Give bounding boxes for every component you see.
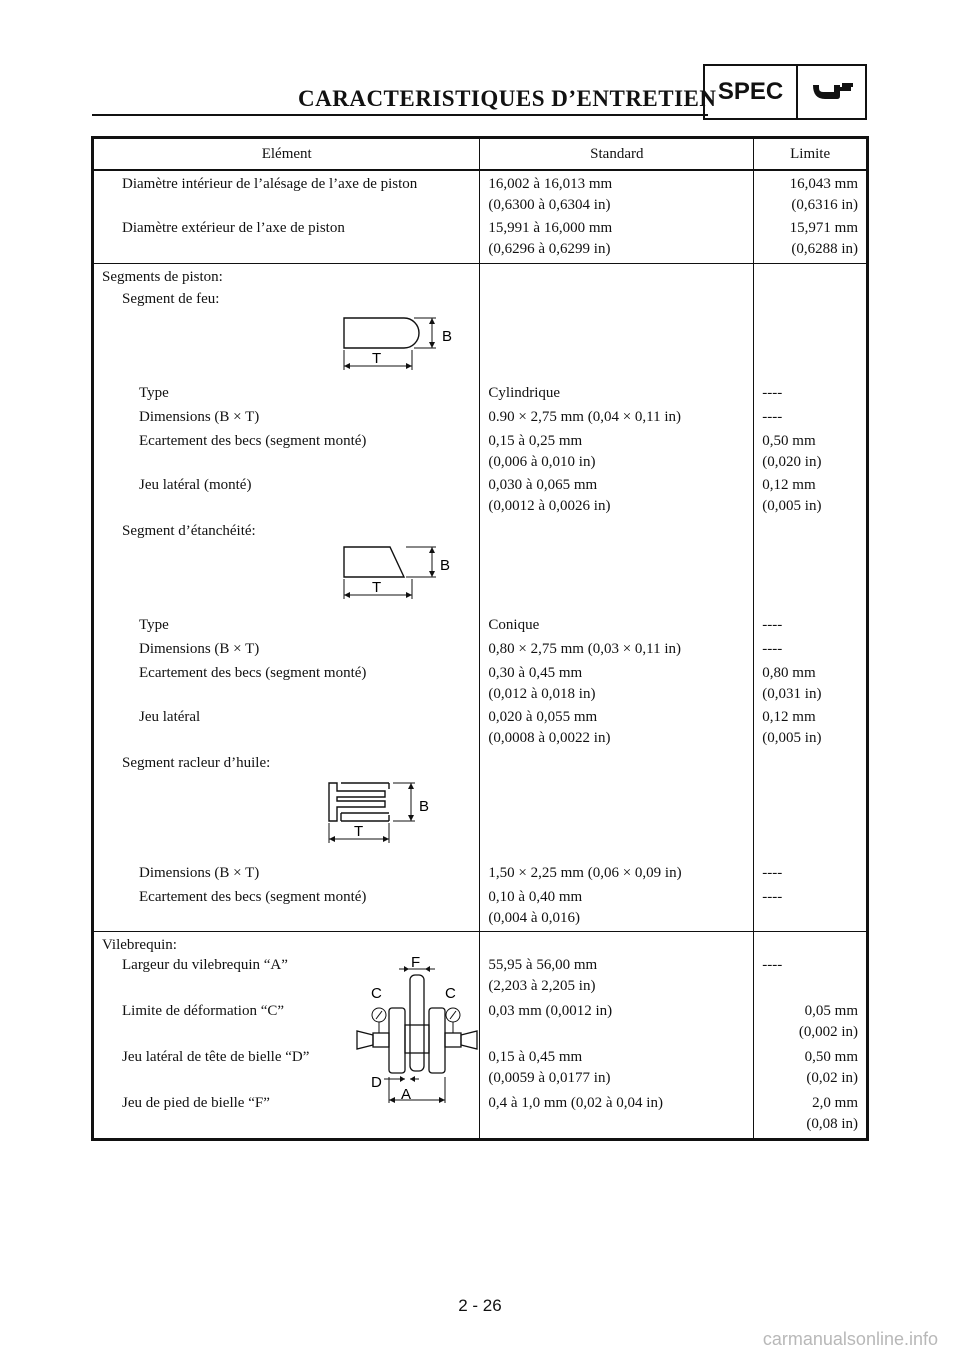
subsection-row xyxy=(93,519,868,615)
limit-cell xyxy=(754,1001,868,1047)
diagram-label-f: F xyxy=(411,954,421,971)
item-cell: Type xyxy=(93,615,480,639)
table-row xyxy=(93,218,868,263)
wrench-icon xyxy=(798,66,865,118)
table-row xyxy=(93,615,868,639)
top-ring-cell xyxy=(93,287,480,383)
limit-line: 0,05 mm xyxy=(804,1003,858,1019)
limit-cell: ---- xyxy=(754,615,868,639)
standard-cell xyxy=(480,955,754,1001)
item-cell: Dimensions (B × T) xyxy=(93,639,480,663)
item-cell: Ecartement des becs (segment monté) xyxy=(93,431,480,475)
item-cell: Diamètre extérieur de l’axe de piston xyxy=(93,218,480,263)
limit-cell xyxy=(754,1093,868,1139)
item-cell: Diamètre intérieur de l’alésage de l’axe de piston xyxy=(93,170,480,218)
subsection-label: Segment d’étanchéité: xyxy=(122,523,256,539)
standard-line: (0,6296 à 0,6299 in) xyxy=(488,240,611,257)
table-row xyxy=(93,863,868,887)
diagram-label-t: T xyxy=(372,579,382,596)
column-header-limit: Limite xyxy=(754,138,868,171)
standard-line: 0,030 à 0,065 mm xyxy=(488,477,598,493)
item-cell: Dimensions (B × T) xyxy=(93,407,480,431)
diagram-label-t: T xyxy=(354,823,364,840)
second-ring-cell xyxy=(93,519,480,615)
limit-line: (0,005 in) xyxy=(762,729,822,746)
crankshaft-diagram xyxy=(349,953,484,1103)
header-divider xyxy=(92,114,708,116)
limit-cell xyxy=(754,170,868,218)
oil-ring-cell xyxy=(93,751,480,863)
limit-line: 16,043 mm xyxy=(789,176,858,192)
item-cell: Jeu de pied de bielle “F” xyxy=(93,1093,480,1139)
limit-line: 0,80 mm xyxy=(762,665,816,681)
subsection-label: Segment racleur d’huile: xyxy=(122,755,271,771)
item-cell: Jeu latéral (monté) xyxy=(93,475,480,519)
table-row xyxy=(93,639,868,663)
standard-line: 0,30 à 0,45 mm xyxy=(488,665,583,681)
item-label: Largeur du vilebrequin “A” xyxy=(122,957,288,973)
limit-line: (0,6288 in) xyxy=(791,240,858,257)
standard-line: (0,012 à 0,018 in) xyxy=(488,685,596,702)
standard-cell xyxy=(480,431,754,475)
diagram-label-b: B xyxy=(442,328,453,345)
limit-line: 0,12 mm xyxy=(762,477,816,493)
table-row xyxy=(93,707,868,751)
standard-cell xyxy=(480,663,754,707)
section-row xyxy=(93,263,868,287)
standard-line: (0,0059 à 0,0177 in) xyxy=(488,1069,611,1086)
standard-line: 16,002 à 16,013 mm xyxy=(488,176,613,192)
standard-cell: 0,80 × 2,75 mm (0,03 × 0,11 in) xyxy=(480,639,754,663)
standard-cell: 0,4 à 1,0 mm (0,02 à 0,04 in) xyxy=(480,1093,754,1139)
item-cell: Ecartement des becs (segment monté) xyxy=(93,887,480,931)
section-heading: Segments de piston: xyxy=(93,263,480,287)
limit-line: 15,971 mm xyxy=(789,220,858,236)
limit-cell: ---- xyxy=(754,639,868,663)
table-row xyxy=(93,663,868,707)
standard-cell xyxy=(480,707,754,751)
limit-line: (0,002 in) xyxy=(798,1023,858,1040)
table-row xyxy=(93,887,868,931)
item-cell: Jeu latéral de tête de bielle “D” xyxy=(93,1047,480,1093)
limit-line: 0,12 mm xyxy=(762,709,816,725)
item-cell: Limite de déformation “C” xyxy=(93,1001,480,1047)
limit-cell: ---- xyxy=(754,863,868,887)
limit-cell: ---- xyxy=(754,955,868,1001)
limit-line: (0,6316 in) xyxy=(791,196,858,213)
standard-line: (0,0008 à 0,0022 in) xyxy=(488,729,611,746)
column-header-element: Elément xyxy=(93,138,480,171)
standard-cell xyxy=(480,218,754,263)
limit-line: 0,50 mm xyxy=(804,1049,858,1065)
standard-line: 0,15 à 0,25 mm xyxy=(488,433,583,449)
standard-line: 55,95 à 56,00 mm xyxy=(488,957,598,973)
diagram-label-c: C xyxy=(371,985,382,1002)
page-number: 2 - 26 xyxy=(458,1296,502,1315)
table-row xyxy=(93,170,868,218)
table-row xyxy=(93,955,868,1001)
standard-line: (0,6300 à 0,6304 in) xyxy=(488,196,611,213)
table-header-row xyxy=(93,138,868,171)
standard-line: 0,10 à 0,40 mm xyxy=(488,889,583,905)
diagram-label-c: C xyxy=(445,985,456,1002)
section-heading: Vilebrequin: xyxy=(93,931,480,955)
standard-line: (2,203 à 2,205 in) xyxy=(488,977,596,994)
standard-line: (0,006 à 0,010 in) xyxy=(488,453,596,470)
table-row xyxy=(93,383,868,407)
table-row xyxy=(93,407,868,431)
standard-line: 0,15 à 0,45 mm xyxy=(488,1049,583,1065)
limit-cell: ---- xyxy=(754,407,868,431)
second-ring-diagram xyxy=(334,541,474,611)
limit-cell xyxy=(754,431,868,475)
standard-cell: Cylindrique xyxy=(480,383,754,407)
limit-cell xyxy=(754,707,868,751)
watermark: carmanualsonline.info xyxy=(762,1329,938,1349)
standard-line: 0,020 à 0,055 mm xyxy=(488,709,598,725)
oil-ring-diagram xyxy=(319,777,459,857)
limit-cell xyxy=(754,475,868,519)
limit-line: (0,031 in) xyxy=(762,685,822,702)
limit-cell: ---- xyxy=(754,887,868,931)
standard-cell xyxy=(480,170,754,218)
diagram-label-b: B xyxy=(440,557,451,574)
maintenance-spec-table xyxy=(91,136,869,1141)
limit-line: (0,02 in) xyxy=(806,1069,858,1086)
top-ring-diagram xyxy=(334,312,474,382)
limit-line: (0,020 in) xyxy=(762,453,822,470)
subsection-label: Segment de feu: xyxy=(122,291,220,307)
diagram-label-t: T xyxy=(372,350,382,367)
subsection-row xyxy=(93,287,868,383)
limit-cell: ---- xyxy=(754,383,868,407)
standard-cell: 0,03 mm (0,0012 in) xyxy=(480,1001,754,1047)
standard-cell: 1,50 × 2,25 mm (0,06 × 0,09 in) xyxy=(480,863,754,887)
item-cell: Dimensions (B × T) xyxy=(93,863,480,887)
standard-cell xyxy=(480,1047,754,1093)
standard-line: 15,991 à 16,000 mm xyxy=(488,220,613,236)
section-row xyxy=(93,931,868,955)
standard-cell: 0.90 × 2,75 mm (0,04 × 0,11 in) xyxy=(480,407,754,431)
column-header-standard: Standard xyxy=(480,138,754,171)
standard-cell: Conique xyxy=(480,615,754,639)
spec-badge-label: SPEC xyxy=(705,66,798,118)
standard-line: (0,004 à 0,016) xyxy=(488,909,581,926)
limit-line: (0,005 in) xyxy=(762,497,822,514)
diagram-label-d: D xyxy=(371,1074,382,1091)
limit-line: 2,0 mm xyxy=(812,1095,858,1111)
diagram-label-a: A xyxy=(401,1086,412,1103)
diagram-label-b: B xyxy=(419,798,430,815)
standard-cell xyxy=(480,887,754,931)
standard-line: (0,0012 à 0,0026 in) xyxy=(488,497,611,514)
subsection-row xyxy=(93,751,868,863)
spec-badge xyxy=(703,64,867,120)
limit-cell xyxy=(754,663,868,707)
item-cell: Ecartement des becs (segment monté) xyxy=(93,663,480,707)
limit-line: 0,50 mm xyxy=(762,433,816,449)
page-title: CARACTERISTIQUES D’ENTRETIEN xyxy=(298,86,717,111)
item-cell: Type xyxy=(93,383,480,407)
item-cell: Jeu latéral xyxy=(93,707,480,751)
limit-cell xyxy=(754,1047,868,1093)
table-row xyxy=(93,431,868,475)
standard-cell xyxy=(480,475,754,519)
limit-cell xyxy=(754,218,868,263)
table-row xyxy=(93,475,868,519)
limit-line: (0,08 in) xyxy=(806,1115,858,1132)
